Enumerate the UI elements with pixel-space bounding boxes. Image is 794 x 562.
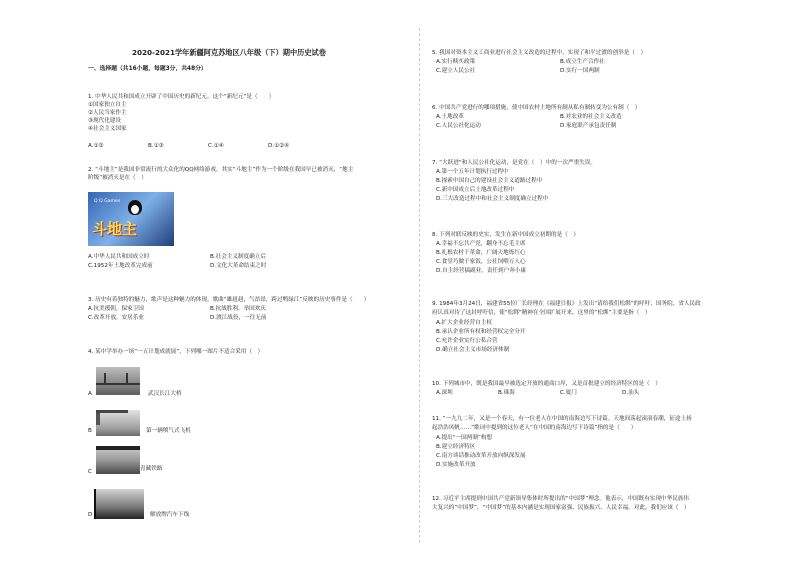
q7-option-d: D.三大改造过程中和社会主义制度确立过程中: [436, 196, 549, 202]
q12-stem-line-1: 12. 习近平主席提到中国共产党新领导集体时所提出的“中国梦”理念。他表示，中国既有实现中华民族伟: [432, 496, 690, 502]
q6-option-c: C.人民公社化运动: [436, 123, 481, 129]
q11-option-a: A.提出“一国两制”构想: [436, 435, 493, 441]
q1-line-4: ④社会主义国家: [88, 126, 127, 132]
q4-option-c-letter: C: [88, 469, 92, 475]
q5-option-c: C.建立人民公社: [436, 68, 476, 74]
truck-factory-photo: [94, 489, 144, 519]
q9-stem-line-2: 府认真对待了这封呼吁信，使“松绑”精神在全国扩展开来，这里的“松绑”主要是指（ ）: [432, 310, 651, 316]
q7-stem: 7. “大跃进”和人民公社化运动，是党在（ ）中的一次严重失误。: [432, 160, 596, 166]
bridge-photo: [96, 367, 140, 395]
q11-stem-line-2: 起浩浩风帆……”歌词中提到的这位老人“在中国的南海边写下诗篇”指的是（ ）: [432, 425, 637, 431]
q2-stem-line-2: 阶级”被消灭是在（ ）: [88, 175, 147, 181]
q5-stem: 5. 我国对资本主义工商业进行社会主义改造的过程中，实现了和平过渡的创举是（ ）: [432, 50, 647, 56]
q3-option-c: C.改革开放，安居乐业: [88, 315, 145, 321]
q4-option-b-caption: 第一辆喷气式飞机: [146, 428, 191, 434]
q3-option-a: A.抗美援朝，保家卫国: [88, 306, 144, 312]
q9-option-c: C.允许企业实行公私合营: [436, 338, 498, 344]
q10-option-d: D.汕头: [622, 390, 640, 396]
q4-option-a-letter: A: [88, 391, 92, 397]
game-logo-caption: Q Q Games: [94, 199, 121, 204]
q9-option-b: B.承认企业所有权和经营权完全分开: [436, 329, 526, 335]
column-divider: [419, 28, 420, 543]
q9-stem-line-1: 9. 1984年3月24日，福建省55位厂长经理在《福建日报》上发出“请给我们松绑”的呼吁，国务院、省人民政: [432, 301, 701, 307]
q6-stem: 6. 中国共产党进行的哪项措施，使中国农村土地所有制从私有制转变为公有制（ ）: [432, 105, 641, 111]
penguin-mascot-icon: [128, 200, 142, 215]
q12-stem-line-2: 大复兴的“中国梦”，“中国梦”的基本内涵是实现国家富强、民族振兴、人民幸福。对此，我们应该（ ）: [432, 505, 690, 511]
q8-option-a: A.幸福不忘共产党，翻身不忘毛主席: [436, 241, 526, 247]
q7-option-b: B.探索中国自己的建设社会主义道路过程中: [436, 178, 543, 184]
q1-line-3: ③现代化建设: [88, 118, 121, 124]
q8-option-d: D.自主经营搞副业，责任到户奔小康: [436, 268, 526, 274]
q10-option-b: B.珠海: [498, 390, 515, 396]
q5-option-a: A.实行赎买政策: [436, 59, 476, 65]
q10-stem: 10. 下列城市中，既是我国最早被选定开放的通商口岸，又是首批建立的经济特区的是（ ）: [432, 381, 661, 387]
q5-option-b: B.成立生产合作社: [560, 59, 605, 65]
q8-option-c: C.食堂巧做千家饭，公社饲喂万人心: [436, 259, 526, 265]
doudizhu-game-image: [88, 192, 174, 246]
q1-stem: 1. 中华人民共和国成立开辟了中国历史的新纪元。这个“新纪元”是（ ）: [88, 94, 275, 100]
q4-stem: 4. 某中学举办一场“一五计划成就展”，下列哪一图片不适合采用（ ）: [88, 349, 264, 355]
q11-option-d: D.实施改革开放: [436, 462, 476, 468]
q3-stem: 3. 历史有着独特的魅力，歌声是这种魅力的体现。歌曲“雄赳赳，气昂昂，跨过鸭绿江”反映的历史事件是（ ）: [88, 297, 370, 303]
q6-option-b: B.对农业的社会主义改造: [560, 114, 622, 120]
q4-option-c-caption: 青藏铁路: [140, 466, 163, 472]
q1-option-c: C.①④: [208, 143, 224, 149]
q5-option-d: D.实行一国两制: [560, 68, 600, 74]
q7-option-a: A.第一个五年计划执行过程中: [436, 169, 509, 175]
q10-option-c: C.厦门: [560, 390, 577, 396]
q4-option-d-caption: 解放牌汽车下线: [150, 512, 190, 518]
q3-option-b: B.抗战胜利，举国欢庆: [210, 306, 266, 312]
q1-option-b: B.①③: [148, 143, 164, 149]
q4-option-a-caption: 武汉长江大桥: [148, 391, 182, 397]
q11-option-b: B.建立经济特区: [436, 444, 476, 450]
q1-option-a: A.①②: [88, 143, 104, 149]
q1-line-2: ②人民当家作主: [88, 110, 127, 116]
q6-option-d: D.家庭联产承包责任制: [560, 123, 617, 129]
q2-option-c: C.1952年土地改革完成前: [88, 263, 153, 269]
q2-option-d: D.文化大革命结束之时: [210, 263, 267, 269]
game-title-art: 斗地主: [92, 220, 138, 238]
jet-plane-photo: [96, 410, 140, 436]
q9-option-a: A.扩大企业经营自主权: [436, 320, 492, 326]
q8-option-b: B.扎根农村干革命，广阔天地炼红心: [436, 250, 526, 256]
q2-stem-line-1: 2. “斗地主”是我国非常流行的大众化的QQ网络游戏，其实“斗地主”作为一个阶级在我国早已被消灭，“地主: [88, 167, 354, 173]
q4-option-b-letter: B: [88, 428, 92, 434]
section-heading: 一、选择题（共16小题，每题3分，共48分）: [88, 66, 207, 72]
q10-option-a: A.深圳: [436, 390, 453, 396]
q9-option-d: D.确立社会主义市场经济体制: [436, 347, 510, 353]
exam-title: 2020-2021学年新疆阿克苏地区八年级（下）期中历史试卷: [132, 48, 326, 57]
q6-option-a: A.土地改革: [436, 114, 464, 120]
q11-option-c: C.南方谈话推动改革开放向纵深发展: [436, 453, 526, 459]
railway-photo: [96, 446, 140, 474]
q1-option-d: D.①②④: [268, 143, 290, 149]
q4-option-d-letter: D: [88, 512, 93, 518]
q8-stem: 8. 下列对联反映的史实，发生在新中国成立初期的是（ ）: [432, 232, 579, 238]
q2-option-a: A.中华人民共和国成立时: [88, 254, 150, 260]
q1-line-1: ①国家独立自主: [88, 102, 127, 108]
q3-option-d: D.渡江战役，一往无前: [210, 315, 267, 321]
q7-option-c: C.新中国成立后土地改革过程中: [436, 187, 515, 193]
q2-option-b: B.社会主义制度确立后: [210, 254, 266, 260]
q11-stem-line-1: 11. “一九九二年，又是一个春天，有一位老人在中国的南海边写下诗篇。天地间荡起滚滚春潮，征途上扬: [432, 416, 692, 422]
